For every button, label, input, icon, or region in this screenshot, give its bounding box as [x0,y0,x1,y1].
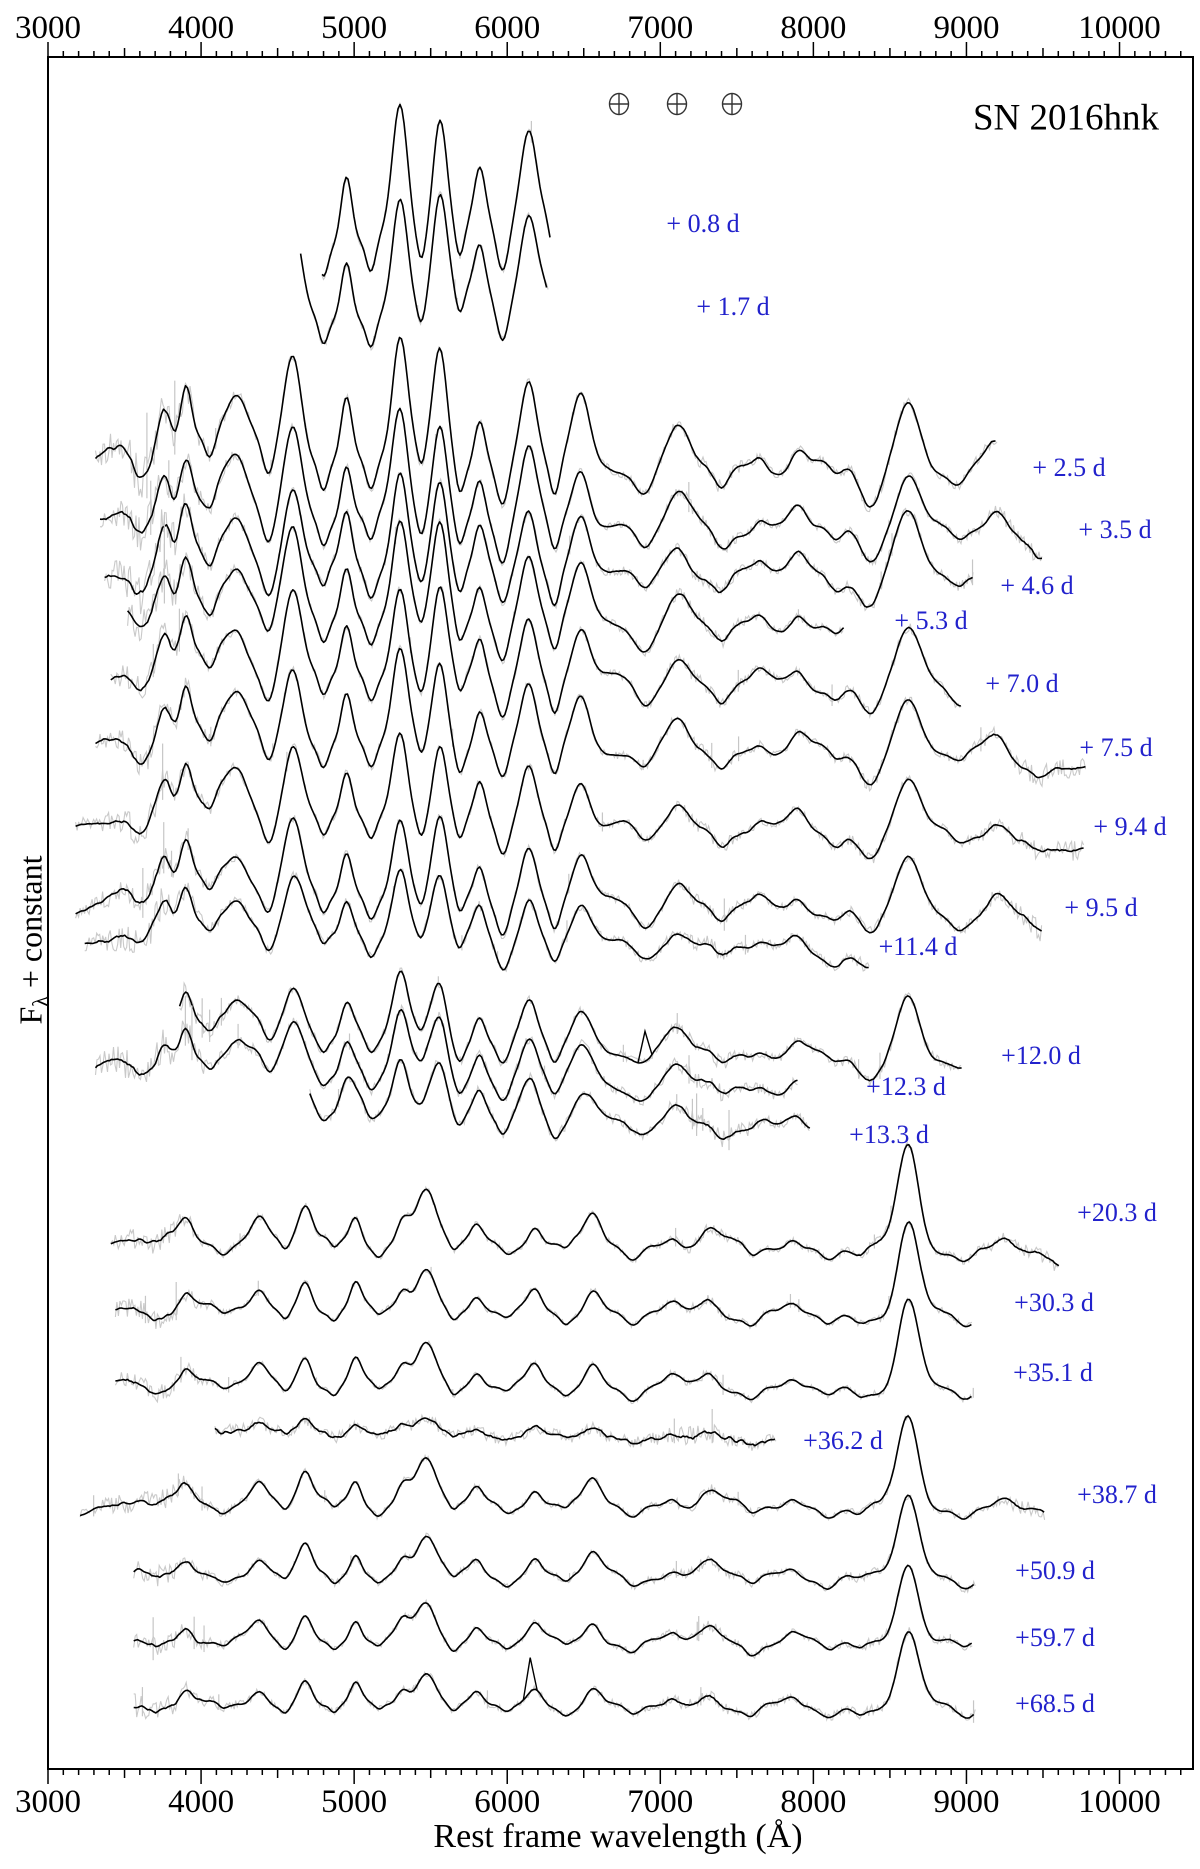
spectrum-line [96,338,996,508]
telluric-symbol-icon [723,94,742,115]
epoch-label: +13.3 d [849,1120,929,1149]
epoch-label: +12.3 d [866,1072,946,1101]
spectrum-noise-trace [76,735,1084,863]
spectrum-line [105,473,973,607]
x-tick-label-top: 6000 [474,10,541,46]
x-tick-label-bottom: 3000 [15,1784,81,1820]
epoch-label: + 3.5 d [1078,515,1152,544]
spectrum-line [310,1060,810,1139]
epoch-label: +50.9 d [1015,1556,1095,1585]
epoch-label: + 1.7 d [696,292,770,321]
spectrum-line [322,105,550,277]
x-tick-label-top: 7000 [627,10,694,46]
epoch-label: + 2.5 d [1032,453,1106,482]
epoch-label: + 0.8 d [666,209,740,238]
y-axis-label: Fλ + constant [12,855,53,1025]
spectrum-noise-trace [322,104,550,280]
x-tick-label-bottom: 7000 [627,1784,694,1820]
spectrum-line [96,649,1086,785]
spectrum-line [301,195,547,347]
x-tick-label-bottom: 6000 [474,1784,541,1820]
spectrum-noise-trace [134,1627,976,1720]
epoch-label: + 5.3 d [894,606,968,635]
epoch-label: +36.2 d [803,1426,883,1455]
spectrum-series [100,408,1152,566]
x-tick-label-bottom: 5000 [321,1784,388,1820]
spectrum-series [215,1409,883,1455]
x-tick-label-bottom: 4000 [168,1784,235,1820]
spectrum-series [310,1060,929,1150]
spectrum-series [76,814,1138,941]
x-tick-label-bottom: 8000 [780,1784,847,1820]
epoch-label: +35.1 d [1013,1358,1093,1387]
spectrum-noise-trace [301,192,548,350]
spectrum-series [322,104,740,280]
epoch-label: +12.0 d [1001,1041,1081,1070]
spectrum-line [134,1632,974,1718]
x-tick-label-bottom: 9000 [933,1784,1000,1820]
spectrum-noise-trace [215,1415,776,1450]
axis-ticks [48,42,1181,1784]
x-axis-label: Rest frame wavelength (Å) [433,1818,803,1855]
epoch-label: + 9.5 d [1064,893,1138,922]
spectrum-noise-trace [96,645,1086,790]
telluric-symbol-icon [610,94,629,115]
epoch-label: + 7.5 d [1079,733,1153,762]
x-tick-label-top: 10000 [1078,10,1161,46]
spectrum-noise-trace [180,968,962,1086]
spectrum-noise-trace [134,1565,973,1658]
epoch-label: +59.7 d [1015,1623,1095,1652]
x-tick-label-top: 9000 [933,10,1000,46]
spectrum-noise-trace [111,1143,1059,1271]
spectrum-series [111,1143,1157,1271]
spectrum-series [96,338,1106,512]
epoch-label: +11.4 d [878,932,958,961]
spectrum-series [180,968,1081,1086]
epoch-label: +20.3 d [1077,1198,1157,1227]
spectrum-series [76,733,1167,863]
epoch-label: + 7.0 d [985,669,1059,698]
spectrum-series [115,1299,1092,1404]
figure-title: SN 2016hnk [972,97,1160,139]
x-tick-label-top: 3000 [15,10,81,46]
x-tick-label-bottom: 10000 [1078,1784,1161,1820]
spectrum-noise-trace [96,338,998,512]
epoch-label: + 4.6 d [1000,571,1074,600]
spectrum-series [85,869,958,971]
epoch-label: +38.7 d [1077,1480,1157,1509]
epoch-label: + 9.4 d [1093,812,1167,841]
x-tick-label-top: 4000 [168,10,235,46]
x-tick-label-top: 8000 [780,10,847,46]
spectrum-line [76,733,1084,858]
x-tick-label-top: 5000 [321,10,388,46]
epoch-label: +30.3 d [1014,1288,1094,1317]
spectrum-line [134,1565,972,1655]
y-axis-label-subscript: λ [28,996,53,1007]
spectrum-line [111,587,961,717]
spectrum-noise-trace [96,1005,798,1105]
epoch-label: +68.5 d [1015,1689,1095,1718]
telluric-symbol-icon [668,94,687,115]
